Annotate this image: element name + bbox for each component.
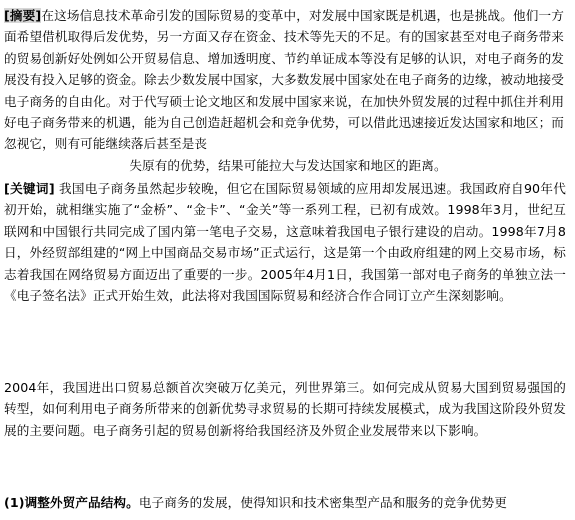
keywords-line: 1998年3月，世纪互联网和中国银行共同完成了国内第一笔电子交易，这意味着我国电子银 [4, 202, 566, 239]
keywords-line: 第一个由政府组建的网上交易市场，标志着我国在网络贸易方面迈出了重要的一步。2005 [4, 245, 566, 282]
abstract-tag: [摘要] [4, 8, 42, 23]
abstract-line: 家来说，在加快外贸发展的过程中抓住并利用好电子商务带来的机遇，能为自己创造赶超机 [4, 93, 565, 131]
keywords-line: 我国电子商务虽然起步较晚，但它在国际贸易领域的应用却发展迅速。我国政府 [59, 181, 512, 196]
keywords-line: 国国际贸易和经济合作合同订立产生深刻影响。 [245, 288, 512, 304]
keywords-paragraph [4, 178, 566, 306]
abstract-line: 家处在电子商务的边缘，被动地接受电子商务的自由化。对于代写硕士论文地区和发展中国 [4, 72, 564, 109]
paragraph-line: 国这阶段外贸发展的主要问题。电子商务引起的贸易创新将给我国经济及外贸企业发展带来 [4, 401, 566, 438]
abstract-last-line: 失原有的优势，结果可能拉大与发达国家和地区的距离。 [129, 157, 447, 173]
abstract-line: 在这场信息技术革命引发的国际贸易的变革中，对发展中国家既是机遇，也是挑战。 [41, 8, 514, 23]
paragraph-2004 [4, 377, 566, 441]
paragraph-line: 强国的转型，如何利用电子商务所带来的创新优势寻求贸易的长期可持续发展模式，成为我 [4, 380, 566, 417]
trade-structure-paragraph [4, 492, 566, 513]
keywords-tag: [关键词] [4, 181, 55, 196]
keywords-line: 年4月1日，我国第一部对电子商务的单独立法一《电子签名法》正式开始生效，此法将对我 [4, 266, 566, 304]
abstract-line: 够的认识，对电子商务的发展没有投入足够的资金。除去少数发展中国家，大多数发展中国 [4, 50, 564, 88]
paragraph-line: 2004年，我国进出口贸易总额首次突破万亿美元，列世界第三。如何完成从贸易大国到贸易 [4, 380, 528, 395]
keywords-line: 行建设的启动。1998年7月8日，外经贸部组建的“网上中国商品交易市场”正式运行，这是 [4, 223, 567, 261]
abstract-line: 他们一方面希望借机取得后发优势，另一方面又存在资金、技术等先天的不足。有的国家甚 [4, 8, 564, 45]
abstract-line: 至对电子商务带来的贸易创新好处例如公开贸易信息、增加透明度、节约单证成本等没有足 [4, 29, 564, 66]
trade-text: 电子商务的发展，使得知识和技术密集型产品和服务的竞争优势更 [138, 495, 507, 510]
trade-heading: (1)调整外贸产品结构。 [4, 495, 139, 510]
abstract-line: 会和竞争优势，可以借此迅速接近发达国家和地区；而忽视它，则有可能继续落后甚至是丧 [4, 115, 564, 152]
keywords-line: 自90年代初开始，就相继实施了“金桥”、“金卡”、“金关”等一系列工程，已初有成效。 [4, 181, 567, 218]
paragraph-line: 以下影响。 [422, 422, 487, 438]
abstract-paragraph [4, 5, 564, 176]
